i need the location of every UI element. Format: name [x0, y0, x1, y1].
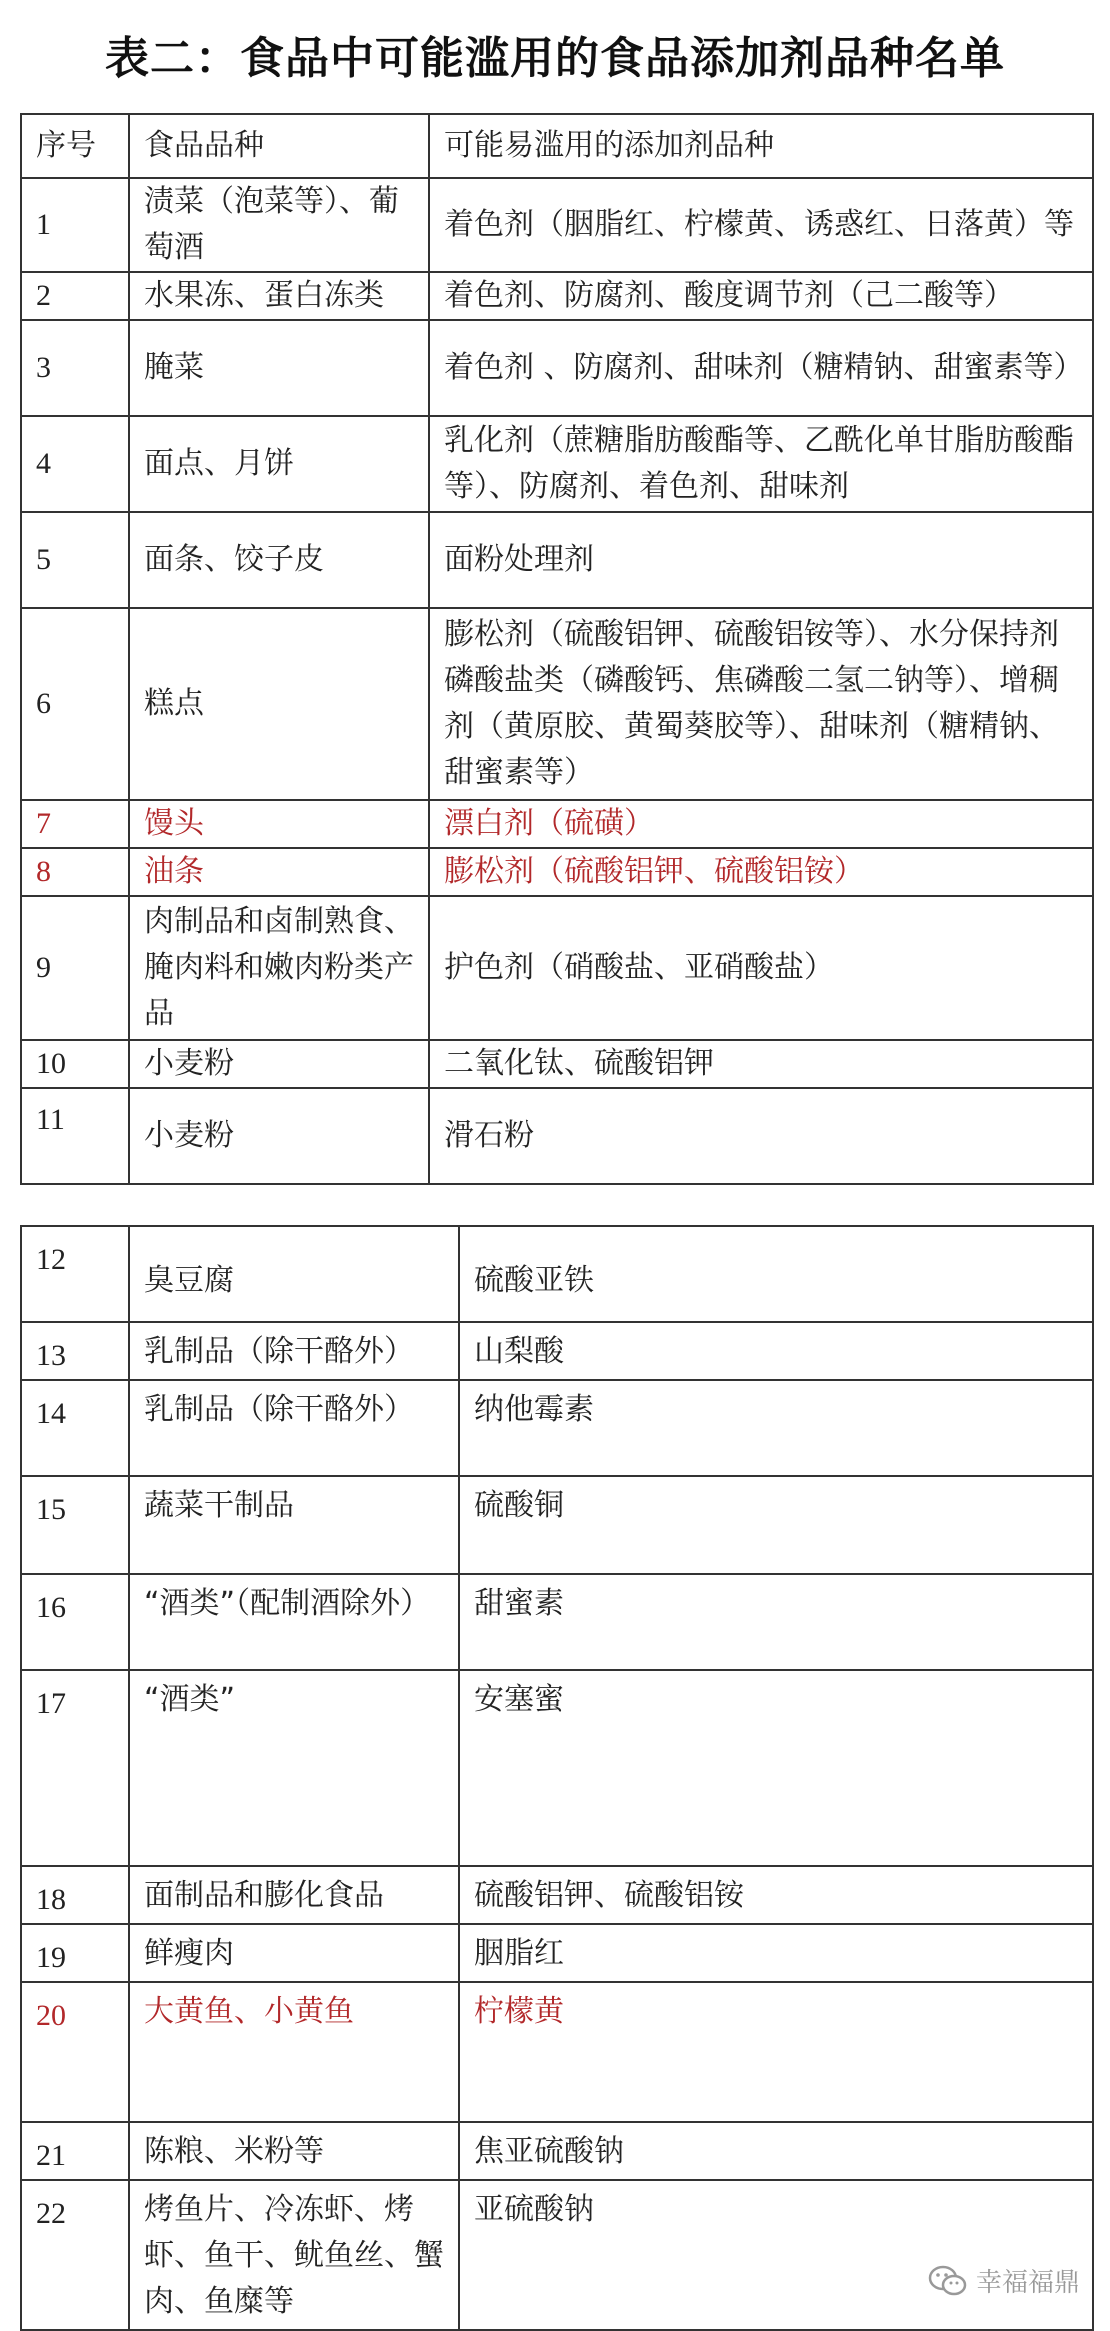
table-row: [21, 1982, 1093, 2122]
row-additive: 着色剂、防腐剂、酸度调节剂（己二酸等）: [429, 272, 1093, 320]
table-row: [21, 848, 1093, 896]
row-additive: 硫酸铝钾、硫酸铝铵: [459, 1866, 1093, 1924]
row-additive: 焦亚硫酸钠: [459, 2122, 1093, 2180]
table-row: [21, 1380, 1093, 1476]
row-food: 陈粮、米粉等: [129, 2122, 459, 2180]
row-no: 19: [21, 1924, 129, 1982]
row-food: 面条、饺子皮: [129, 512, 429, 608]
row-food: 腌菜: [129, 320, 429, 416]
row-food: 馒头: [129, 800, 429, 848]
table-row: [21, 1040, 1093, 1088]
row-additive: 纳他霉素: [459, 1380, 1093, 1476]
row-additive: 面粉处理剂: [429, 512, 1093, 608]
table-row: [21, 608, 1093, 800]
row-food: 糕点: [129, 608, 429, 800]
row-no: 4: [21, 416, 129, 512]
row-food: “酒类”: [129, 1670, 459, 1866]
additive-table-part-1: [20, 113, 1094, 1185]
row-food: 烤鱼片、冷冻虾、烤虾、鱼干、鱿鱼丝、蟹肉、鱼糜等: [129, 2180, 459, 2330]
table-row: [21, 896, 1093, 1040]
row-food: 肉制品和卤制熟食、腌肉料和嫩肉粉类产品: [129, 896, 429, 1040]
row-no: 5: [21, 512, 129, 608]
row-food: 渍菜（泡菜等）、葡萄酒: [129, 178, 429, 272]
table-row: [21, 1574, 1093, 1670]
row-no: 8: [21, 848, 129, 896]
row-food: 乳制品（除干酪外）: [129, 1380, 459, 1476]
table-row: [21, 800, 1093, 848]
row-no: 12: [21, 1226, 129, 1322]
table-row: [21, 512, 1093, 608]
row-food: 面点、月饼: [129, 416, 429, 512]
row-additive: 硫酸亚铁: [459, 1226, 1093, 1322]
row-no: 21: [21, 2122, 129, 2180]
row-food: 小麦粉: [129, 1040, 429, 1088]
row-additive: 甜蜜素: [459, 1574, 1093, 1670]
row-no: 16: [21, 1574, 129, 1670]
row-additive: 护色剂（硝酸盐、亚硝酸盐）: [429, 896, 1093, 1040]
row-additive: 膨松剂（硫酸铝钾、硫酸铝铵）: [429, 848, 1093, 896]
row-food: 蔬菜干制品: [129, 1476, 459, 1574]
row-food: 臭豆腐: [129, 1226, 459, 1322]
row-no: 18: [21, 1866, 129, 1924]
row-food: 小麦粉: [129, 1088, 429, 1184]
row-no: 15: [21, 1476, 129, 1574]
table-row: [21, 1866, 1093, 1924]
row-no: 13: [21, 1322, 129, 1380]
table-row: [21, 272, 1093, 320]
row-additive: 二氧化钛、硫酸铝钾: [429, 1040, 1093, 1088]
watermark-text: 幸福福鼎: [975, 2268, 1080, 2298]
table-row: [21, 1322, 1093, 1380]
row-food: 鲜瘦肉: [129, 1924, 459, 1982]
table-row: [21, 2122, 1093, 2180]
row-no: 3: [21, 320, 129, 416]
wechat-icon: [928, 2264, 968, 2298]
row-no: 14: [21, 1380, 129, 1476]
row-additive: 乳化剂（蔗糖脂肪酸酯等、乙酰化单甘脂肪酸酯等）、防腐剂、着色剂、甜味剂: [429, 416, 1093, 512]
watermark: [928, 2262, 1080, 2299]
header-additive: 可能易滥用的添加剂品种: [429, 114, 1093, 178]
row-additive: 着色剂 、防腐剂、甜味剂（糖精钠、甜蜜素等）: [429, 320, 1093, 416]
row-additive: 亚硫酸钠: [459, 2180, 1093, 2330]
header-food: 食品品种: [129, 114, 429, 178]
row-no: 1: [21, 178, 129, 272]
table-row: [21, 1924, 1093, 1982]
row-additive: 滑石粉: [429, 1088, 1093, 1184]
table-row: [21, 1226, 1093, 1322]
row-additive: 山梨酸: [459, 1322, 1093, 1380]
table-row: [21, 1670, 1093, 1866]
table-row: [21, 2180, 1093, 2330]
row-additive: 安塞蜜: [459, 1670, 1093, 1866]
row-food: 乳制品（除干酪外）: [129, 1322, 459, 1380]
row-no: 20: [21, 1982, 129, 2122]
row-additive: 漂白剂（硫磺）: [429, 800, 1093, 848]
row-food: 油条: [129, 848, 429, 896]
header-no: 序号: [21, 114, 129, 178]
row-no: 7: [21, 800, 129, 848]
row-no: 17: [21, 1670, 129, 1866]
row-no: 10: [21, 1040, 129, 1088]
table-row: [21, 1476, 1093, 1574]
table-row: [21, 320, 1093, 416]
row-no: 9: [21, 896, 129, 1040]
table-header-row: [21, 114, 1093, 178]
table-row: [21, 416, 1093, 512]
row-food: 水果冻、蛋白冻类: [129, 272, 429, 320]
additive-table-part-2: [20, 1225, 1094, 2331]
table-row: [21, 1088, 1093, 1184]
page-title: 表二：食品中可能滥用的食品添加剂品种名单: [105, 33, 1005, 84]
row-additive: 柠檬黄: [459, 1982, 1093, 2122]
table-row: [21, 178, 1093, 272]
row-no: 11: [21, 1088, 129, 1184]
row-additive: 胭脂红: [459, 1924, 1093, 1982]
row-no: 2: [21, 272, 129, 320]
row-additive: 着色剂（胭脂红、柠檬黄、诱惑红、日落黄）等: [429, 178, 1093, 272]
row-food: 面制品和膨化食品: [129, 1866, 459, 1924]
row-no: 22: [21, 2180, 129, 2330]
row-additive: 膨松剂（硫酸铝钾、硫酸铝铵等）、水分保持剂磷酸盐类（磷酸钙、焦磷酸二氢二钠等）、增稠剂（黄原胶、黄蜀葵胶等）、甜味剂（糖精钠、甜蜜素等）: [429, 608, 1093, 800]
row-no: 6: [21, 608, 129, 800]
row-food: 大黄鱼、小黄鱼: [129, 1982, 459, 2122]
row-food: “酒类”（配制酒除外）: [129, 1574, 459, 1670]
row-additive: 硫酸铜: [459, 1476, 1093, 1574]
